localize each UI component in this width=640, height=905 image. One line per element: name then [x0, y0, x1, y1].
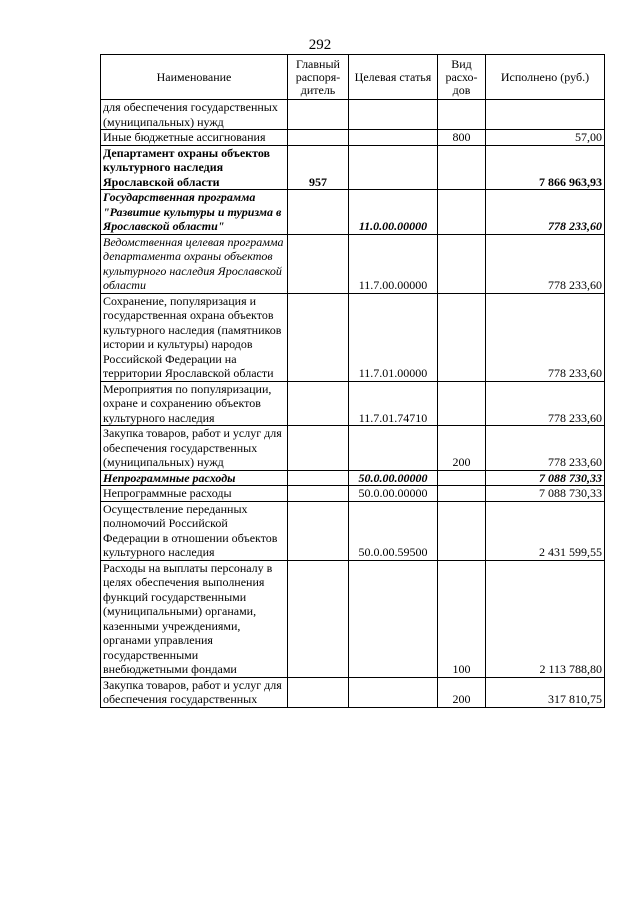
row-ministry [288, 130, 349, 146]
table-row [101, 381, 605, 426]
table-row [101, 145, 605, 190]
row-expense-type [438, 486, 486, 502]
row-name: Департамент охраны объектов культурного наследия Ярославской области [101, 145, 288, 190]
row-name: Ведомственная целевая программа департамента охраны объектов культурного наследия Ярославской области [101, 234, 288, 293]
row-amount: 7 088 730,33 [486, 486, 605, 502]
row-expense-type: 800 [438, 130, 486, 146]
table-row [101, 293, 605, 381]
row-target-article [349, 677, 438, 707]
budget-table [100, 54, 605, 708]
row-name: Непрограммные расходы [101, 470, 288, 486]
row-amount: 778 233,60 [486, 381, 605, 426]
table-row [101, 501, 605, 560]
row-amount [486, 100, 605, 130]
row-target-article: 11.7.01.74710 [349, 381, 438, 426]
row-amount: 7 866 963,93 [486, 145, 605, 190]
header-ministry: Главный распоря-дитель [288, 55, 349, 100]
row-amount: 778 233,60 [486, 293, 605, 381]
row-expense-type [438, 293, 486, 381]
row-ministry [288, 190, 349, 235]
row-ministry [288, 501, 349, 560]
row-name: Расходы на выплаты персоналу в целях обеспечения выполнения функций государственными (муниципальными) органами, казенными учреждениями, органами управления государственными внебюджетными фондами [101, 560, 288, 677]
table-row [101, 486, 605, 502]
row-name: Закупка товаров, работ и услуг для обеспечения государственных [101, 677, 288, 707]
row-ministry [288, 560, 349, 677]
row-ministry [288, 470, 349, 486]
header-executed-amount: Исполнено (руб.) [486, 55, 605, 100]
row-expense-type: 200 [438, 677, 486, 707]
row-amount: 778 233,60 [486, 234, 605, 293]
row-ministry [288, 486, 349, 502]
row-target-article [349, 560, 438, 677]
page-number: 292 [308, 37, 332, 53]
header-expense-type: Вид расхо-дов [438, 55, 486, 100]
row-name: Государственная программа "Развитие культуры и туризма в Ярославской области" [101, 190, 288, 235]
row-target-article [349, 145, 438, 190]
table-header-row [101, 55, 605, 100]
row-amount: 57,00 [486, 130, 605, 146]
row-amount: 778 233,60 [486, 426, 605, 471]
row-ministry [288, 234, 349, 293]
row-name: Осуществление переданных полномочий Российской Федерации в отношении объектов культурного наследия [101, 501, 288, 560]
row-name: Иные бюджетные ассигнования [101, 130, 288, 146]
row-amount: 317 810,75 [486, 677, 605, 707]
table-row [101, 100, 605, 130]
row-ministry [288, 381, 349, 426]
table-row [101, 234, 605, 293]
header-target-article: Целевая статья [349, 55, 438, 100]
table-row [101, 470, 605, 486]
row-ministry [288, 293, 349, 381]
row-expense-type [438, 145, 486, 190]
row-name: для обеспечения государственных (муниципальных) нужд [101, 100, 288, 130]
row-name: Непрограммные расходы [101, 486, 288, 502]
row-name: Мероприятия по популяризации, охране и сохранению объектов культурного наследия [101, 381, 288, 426]
row-target-article [349, 100, 438, 130]
row-target-article: 11.7.01.00000 [349, 293, 438, 381]
row-amount: 7 088 730,33 [486, 470, 605, 486]
row-expense-type: 100 [438, 560, 486, 677]
row-expense-type [438, 501, 486, 560]
row-target-article: 11.0.00.00000 [349, 190, 438, 235]
row-amount: 2 113 788,80 [486, 560, 605, 677]
row-target-article [349, 130, 438, 146]
row-ministry: 957 [288, 145, 349, 190]
row-target-article [349, 426, 438, 471]
table-row [101, 560, 605, 677]
row-expense-type [438, 381, 486, 426]
row-target-article: 50.0.00.59500 [349, 501, 438, 560]
row-ministry [288, 426, 349, 471]
row-amount: 2 431 599,55 [486, 501, 605, 560]
table-row [101, 426, 605, 471]
row-expense-type [438, 470, 486, 486]
row-target-article: 50.0.00.00000 [349, 470, 438, 486]
table-row [101, 130, 605, 146]
row-amount: 778 233,60 [486, 190, 605, 235]
table-row [101, 190, 605, 235]
row-target-article: 11.7.00.00000 [349, 234, 438, 293]
row-expense-type: 200 [438, 426, 486, 471]
row-expense-type [438, 190, 486, 235]
row-ministry [288, 677, 349, 707]
row-expense-type [438, 234, 486, 293]
row-ministry [288, 100, 349, 130]
header-name: Наименование [101, 55, 288, 100]
row-name: Закупка товаров, работ и услуг для обеспечения государственных (муниципальных) нужд [101, 426, 288, 471]
row-name: Сохранение, популяризация и государственная охрана объектов культурного наследия (памятников истории и культуры) народов Российской Федерации на территории Ярославской области [101, 293, 288, 381]
table-row [101, 677, 605, 707]
row-target-article: 50.0.00.00000 [349, 486, 438, 502]
row-expense-type [438, 100, 486, 130]
